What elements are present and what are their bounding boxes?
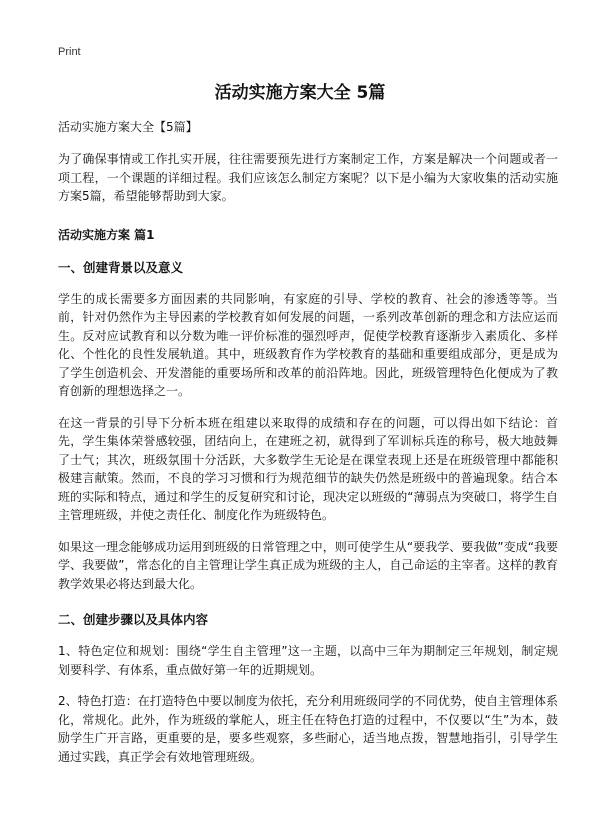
paragraph-background: 学生的成长需要多方面因素的共同影响，有家庭的引导、学校的教育、社会的渗透等等。当前，针对仍然作为主导因素的学校教育如何发展的问题，一系列改革创新的理念和方法应运而生。反对应试教育和以分数为唯一评价标准的强烈呼声，促使学校教育逐渐步入素质化、多样化、个性化的良性发展轨道。其中，班级教育作为学校教育的基础和重要组成部分，更是成为了学生创造机会、开发潜能的重要场所和改革的前沿阵地。因此，班级管理特色化便成为了教育创新的理想选择之一。 (58, 291, 558, 398)
document-subtitle: 活动实施方案大全【5篇】 (58, 120, 198, 134)
section-label: 活动实施方案 篇1 (58, 227, 155, 242)
list-item-positioning: 1、特色定位和规划：围绕“学生自主管理”这一主题，以高中三年为期制定三年规划，制定规划要科学、有体系，重点做好第一年的近期规划。 (58, 644, 558, 677)
list-item-building: 2、特色打造：在打造特色中要以制度为依托，充分利用班级同学的不同优势，使自主管理体系化，常规化。此外，作为班级的掌舵人，班主任在特色打造的过程中，不仅要以“生”为本，鼓励学生广开言路，更重要的是，要多些观察，多些耐心，适当地点拨，智慧地指引，引导学生通过实践，真正学会有效地管理班级。 (58, 694, 558, 764)
document-body (58, 118, 558, 779)
heading-background: 一、创建背景以及意义 (58, 259, 184, 275)
heading-steps: 二、创建步骤以及具体内容 (58, 612, 209, 627)
paragraph-effect: 如果这一理念能够成功运用到班级的日常管理之中，则可使学生从“要我学、要我做”变成“我要学、我要做”，常态化的自主管理让学生真正成为班级的主人，自己命运的主宰者。这样的教育教学效果必将达到最大化。 (58, 539, 558, 591)
intro-paragraph: 为了确保事情或工作扎实开展，往往需要预先进行方案制定工作，方案是解决一个问题或者一项工程，一个课题的详细过程。我们应该怎么制定方案呢？以下是小编为大家收集的活动实施方案5篇，希望能够帮助到大家。 (58, 152, 558, 203)
document-title: 活动实施方案大全 5篇 (214, 83, 386, 103)
print-label: Print (58, 46, 81, 58)
paragraph-analysis: 在这一背景的引导下分析本班在组建以来取得的成绩和存在的问题，可以得出如下结论：首先，学生集体荣誉感较强，团结向上，在建班之初，就得到了军训标兵连的称号，极大地鼓舞了士气；其次，班级氛围十分活跃，大多数学生无论是在课堂表现上还是在班级管理中都能积极建言献策。然而，不良的学习习惯和行为规范细节的缺失仍然是班级中的普遍现象。结合本班的实际和特点，通过和学生的反复研究和讨论，现决定以班级的“薄弱点为突破口，将学生自主管理班级，并使之责任化、制度化作为班级特色。 (58, 415, 558, 522)
